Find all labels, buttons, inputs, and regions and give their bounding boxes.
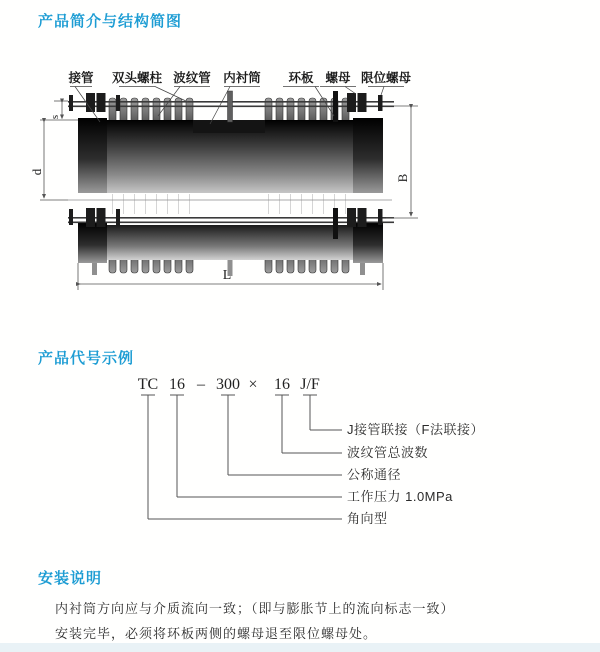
pipe-end-left [78, 118, 107, 193]
code-section-title: 产品代号示例 [38, 350, 135, 367]
label-neichentong: 内衬筒 [223, 71, 261, 85]
code-seg-waves: 16 [274, 376, 290, 393]
code-anno-type: 角向型 [347, 511, 388, 526]
code-seg-dash: – [197, 376, 205, 393]
bottom-half [68, 208, 394, 276]
code-seg-type: TC [137, 376, 159, 393]
label-shuangtou: 双头螺柱 [111, 71, 163, 85]
part-labels [67, 70, 411, 85]
install-instruction-line: 安装完毕，必须将环板两侧的螺母退至限位螺母处。 [55, 626, 378, 641]
label-bowenguan: 波纹管 [173, 71, 211, 85]
pipe-end-right [353, 118, 383, 193]
code-anno-diameter: 公称通径 [347, 467, 402, 482]
ring-plate-top [333, 91, 338, 122]
code-anno-connection: J接管联接（F法联接） [347, 422, 484, 437]
label-jieguan: 接管 [68, 71, 94, 85]
footer-strip [0, 643, 600, 652]
dim-label-s: s [49, 114, 61, 120]
code-seg-conn: J/F [300, 376, 320, 393]
code-anno-pressure: 工作压力 1.0MPa [347, 489, 453, 504]
intro-section-title: 产品简介与结构简图 [38, 13, 183, 30]
label-huanban: 环板 [288, 71, 314, 85]
limit-nut-top [378, 95, 383, 111]
dim-label-d: d [30, 168, 44, 176]
bellows-hairlines [113, 194, 346, 214]
code-seg-times: × [248, 376, 258, 393]
dim-label-b: B [395, 173, 410, 183]
dim-label-l: L [222, 268, 232, 283]
code-connector-lines [0, 376, 600, 541]
code-seg-diameter: 300 [216, 376, 240, 393]
code-anno-waves: 波纹管总波数 [347, 445, 429, 460]
structure-diagram [30, 60, 480, 315]
label-luomu: 螺母 [325, 71, 351, 85]
label-xianwei-luomu: 限位螺母 [360, 71, 412, 85]
expansion-joint-drawing [30, 60, 480, 315]
install-section-title: 安装说明 [38, 570, 103, 587]
product-code-example [0, 376, 600, 541]
install-instruction-line: 内衬筒方向应与介质流向一致；（即与膨胀节上的流向标志一致） [55, 601, 455, 616]
code-seg-pressure: 16 [169, 376, 185, 393]
